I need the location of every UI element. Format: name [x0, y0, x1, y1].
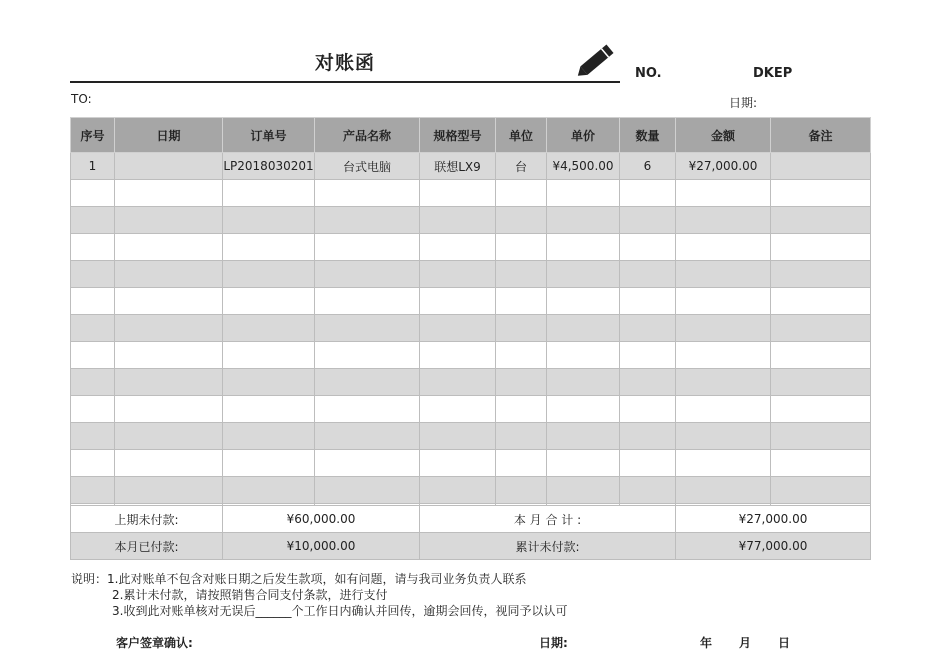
month-total-value: ¥27,000.00	[676, 506, 871, 533]
table-cell	[223, 180, 315, 207]
table-cell	[115, 207, 223, 234]
table-cell	[71, 477, 115, 504]
table-row	[71, 369, 871, 396]
table-cell	[420, 369, 496, 396]
table-cell	[547, 288, 620, 315]
table-cell	[115, 261, 223, 288]
month-paid-label: 本月已付款:	[71, 533, 223, 560]
table-cell	[771, 396, 871, 423]
table-cell	[115, 477, 223, 504]
table-cell	[71, 396, 115, 423]
pencil-icon	[572, 40, 618, 84]
table-cell	[620, 234, 676, 261]
cumulative-unpaid-value: ¥77,000.00	[676, 533, 871, 560]
table-cell	[315, 450, 420, 477]
table-cell	[315, 288, 420, 315]
table-cell	[71, 234, 115, 261]
table-row	[71, 207, 871, 234]
table-cell: 台	[496, 153, 547, 180]
table-cell	[547, 423, 620, 450]
table-cell	[223, 423, 315, 450]
table-cell	[71, 288, 115, 315]
note-line: 3.收到此对账单核对无误后______个工作日内确认并回传，逾期会回传，视同予以认可	[112, 604, 568, 618]
table-cell	[771, 234, 871, 261]
table-cell	[420, 450, 496, 477]
title-underline	[70, 81, 620, 83]
note-line: 2.累计未付款，请按照销售合同支付条款，进行支付	[112, 588, 388, 602]
table-cell	[676, 342, 771, 369]
table-cell: ¥4,500.00	[547, 153, 620, 180]
table-cell	[71, 423, 115, 450]
column-header: 备注	[771, 118, 871, 153]
cumulative-unpaid-label: 累计未付款:	[420, 533, 676, 560]
table-cell	[496, 477, 547, 504]
column-header: 产品名称	[315, 118, 420, 153]
table-cell	[223, 342, 315, 369]
table-row	[71, 342, 871, 369]
table-cell	[620, 450, 676, 477]
table-cell	[771, 477, 871, 504]
table-cell	[71, 207, 115, 234]
table-cell	[496, 180, 547, 207]
table-cell	[71, 369, 115, 396]
table-cell: 1	[71, 153, 115, 180]
table-header-row	[71, 118, 871, 153]
table-cell	[496, 261, 547, 288]
table-cell	[771, 180, 871, 207]
table-cell	[115, 315, 223, 342]
table-cell	[676, 261, 771, 288]
table-cell	[420, 342, 496, 369]
table-cell	[547, 180, 620, 207]
table-cell	[420, 396, 496, 423]
table-cell: LP2018030201	[223, 153, 315, 180]
month-total-label: 本 月 合 计 :	[420, 506, 676, 533]
table-cell	[420, 288, 496, 315]
column-header: 订单号	[223, 118, 315, 153]
table-cell	[223, 369, 315, 396]
note-line: 说明：1.此对账单不包含对账日期之后发生款项，如有问题，请与我司业务负责人联系	[71, 572, 527, 586]
column-header: 规格型号	[420, 118, 496, 153]
table-cell	[676, 369, 771, 396]
table-cell	[496, 423, 547, 450]
table-cell	[771, 450, 871, 477]
summary-row	[71, 533, 871, 560]
table-cell	[315, 342, 420, 369]
table-cell	[496, 288, 547, 315]
table-cell	[315, 369, 420, 396]
table-cell	[71, 315, 115, 342]
table-cell	[620, 180, 676, 207]
table-row	[71, 423, 871, 450]
table-cell	[676, 423, 771, 450]
table-cell	[115, 288, 223, 315]
table-cell	[420, 261, 496, 288]
table-cell	[547, 369, 620, 396]
table-cell	[620, 423, 676, 450]
table-cell	[315, 396, 420, 423]
table-cell	[620, 315, 676, 342]
table-cell	[315, 207, 420, 234]
table-cell	[620, 396, 676, 423]
footer-date-label: 日期:	[539, 636, 568, 650]
summary-row	[71, 506, 871, 533]
table-row	[71, 477, 871, 504]
table-cell	[547, 450, 620, 477]
table-cell	[496, 369, 547, 396]
column-header: 数量	[620, 118, 676, 153]
table-cell	[676, 396, 771, 423]
table-cell	[496, 450, 547, 477]
table-cell	[71, 180, 115, 207]
table-cell	[115, 423, 223, 450]
table-cell	[315, 315, 420, 342]
table-cell	[620, 288, 676, 315]
table-cell: ¥27,000.00	[676, 153, 771, 180]
summary-table	[70, 505, 871, 560]
table-cell	[420, 234, 496, 261]
doc-number-value: DKEP	[753, 66, 793, 81]
table-cell	[496, 342, 547, 369]
table-row	[71, 153, 871, 180]
table-cell	[676, 234, 771, 261]
table-cell	[620, 261, 676, 288]
table-cell	[420, 207, 496, 234]
table-cell	[771, 207, 871, 234]
table-cell	[547, 342, 620, 369]
table-cell	[315, 234, 420, 261]
table-row	[71, 315, 871, 342]
header-date-label: 日期:	[729, 96, 758, 110]
customer-signature-label: 客户签章确认:	[116, 636, 193, 650]
column-header: 日期	[115, 118, 223, 153]
table-cell	[223, 450, 315, 477]
table-cell	[496, 396, 547, 423]
table-cell	[496, 315, 547, 342]
table-cell	[620, 342, 676, 369]
column-header: 单价	[547, 118, 620, 153]
table-cell	[771, 288, 871, 315]
table-cell	[547, 477, 620, 504]
table-cell	[115, 450, 223, 477]
table-cell	[771, 261, 871, 288]
table-row	[71, 234, 871, 261]
table-cell	[115, 369, 223, 396]
table-row	[71, 396, 871, 423]
month-paid-value: ¥10,000.00	[223, 533, 420, 560]
table-cell	[115, 180, 223, 207]
table-cell	[223, 396, 315, 423]
table-cell	[420, 315, 496, 342]
table-cell	[620, 369, 676, 396]
table-cell	[620, 207, 676, 234]
table-cell	[771, 153, 871, 180]
table-cell	[496, 207, 547, 234]
table-cell	[223, 207, 315, 234]
table-cell	[676, 180, 771, 207]
table-cell	[771, 423, 871, 450]
year-label: 年	[700, 636, 713, 650]
table-cell	[223, 315, 315, 342]
table-cell: 联想LX9	[420, 153, 496, 180]
page-title: 对账函	[314, 52, 375, 74]
table-cell	[771, 369, 871, 396]
table-cell	[115, 396, 223, 423]
table-cell	[315, 477, 420, 504]
table-cell	[547, 207, 620, 234]
statement-table	[70, 117, 871, 531]
table-cell	[547, 261, 620, 288]
doc-number-label: NO.	[635, 66, 662, 81]
table-cell	[223, 234, 315, 261]
table-cell	[676, 207, 771, 234]
table-row	[71, 288, 871, 315]
prev-unpaid-value: ¥60,000.00	[223, 506, 420, 533]
table-cell	[620, 477, 676, 504]
table-cell	[315, 423, 420, 450]
table-cell	[420, 423, 496, 450]
table-cell	[676, 288, 771, 315]
table-cell: 台式电脑	[315, 153, 420, 180]
table-cell	[115, 153, 223, 180]
table-cell	[771, 315, 871, 342]
table-row	[71, 261, 871, 288]
table-cell	[547, 234, 620, 261]
column-header: 单位	[496, 118, 547, 153]
prev-unpaid-label: 上期未付款:	[71, 506, 223, 533]
table-cell	[223, 261, 315, 288]
table-cell	[676, 450, 771, 477]
day-label: 日	[778, 636, 791, 650]
table-cell	[315, 261, 420, 288]
column-header: 金额	[676, 118, 771, 153]
table-cell	[547, 315, 620, 342]
table-cell	[315, 180, 420, 207]
table-row	[71, 450, 871, 477]
table-cell	[496, 234, 547, 261]
table-cell	[676, 477, 771, 504]
table-cell	[420, 477, 496, 504]
table-cell: 6	[620, 153, 676, 180]
month-label: 月	[739, 636, 752, 650]
table-cell	[115, 342, 223, 369]
table-cell	[71, 342, 115, 369]
table-cell	[115, 234, 223, 261]
recipient-label: TO:	[71, 92, 92, 106]
table-cell	[420, 180, 496, 207]
table-cell	[223, 288, 315, 315]
table-row	[71, 180, 871, 207]
table-cell	[676, 315, 771, 342]
notes-block	[71, 571, 567, 619]
table-cell	[771, 342, 871, 369]
table-cell	[71, 261, 115, 288]
table-cell	[71, 450, 115, 477]
table-cell	[547, 396, 620, 423]
table-cell	[223, 477, 315, 504]
column-header: 序号	[71, 118, 115, 153]
